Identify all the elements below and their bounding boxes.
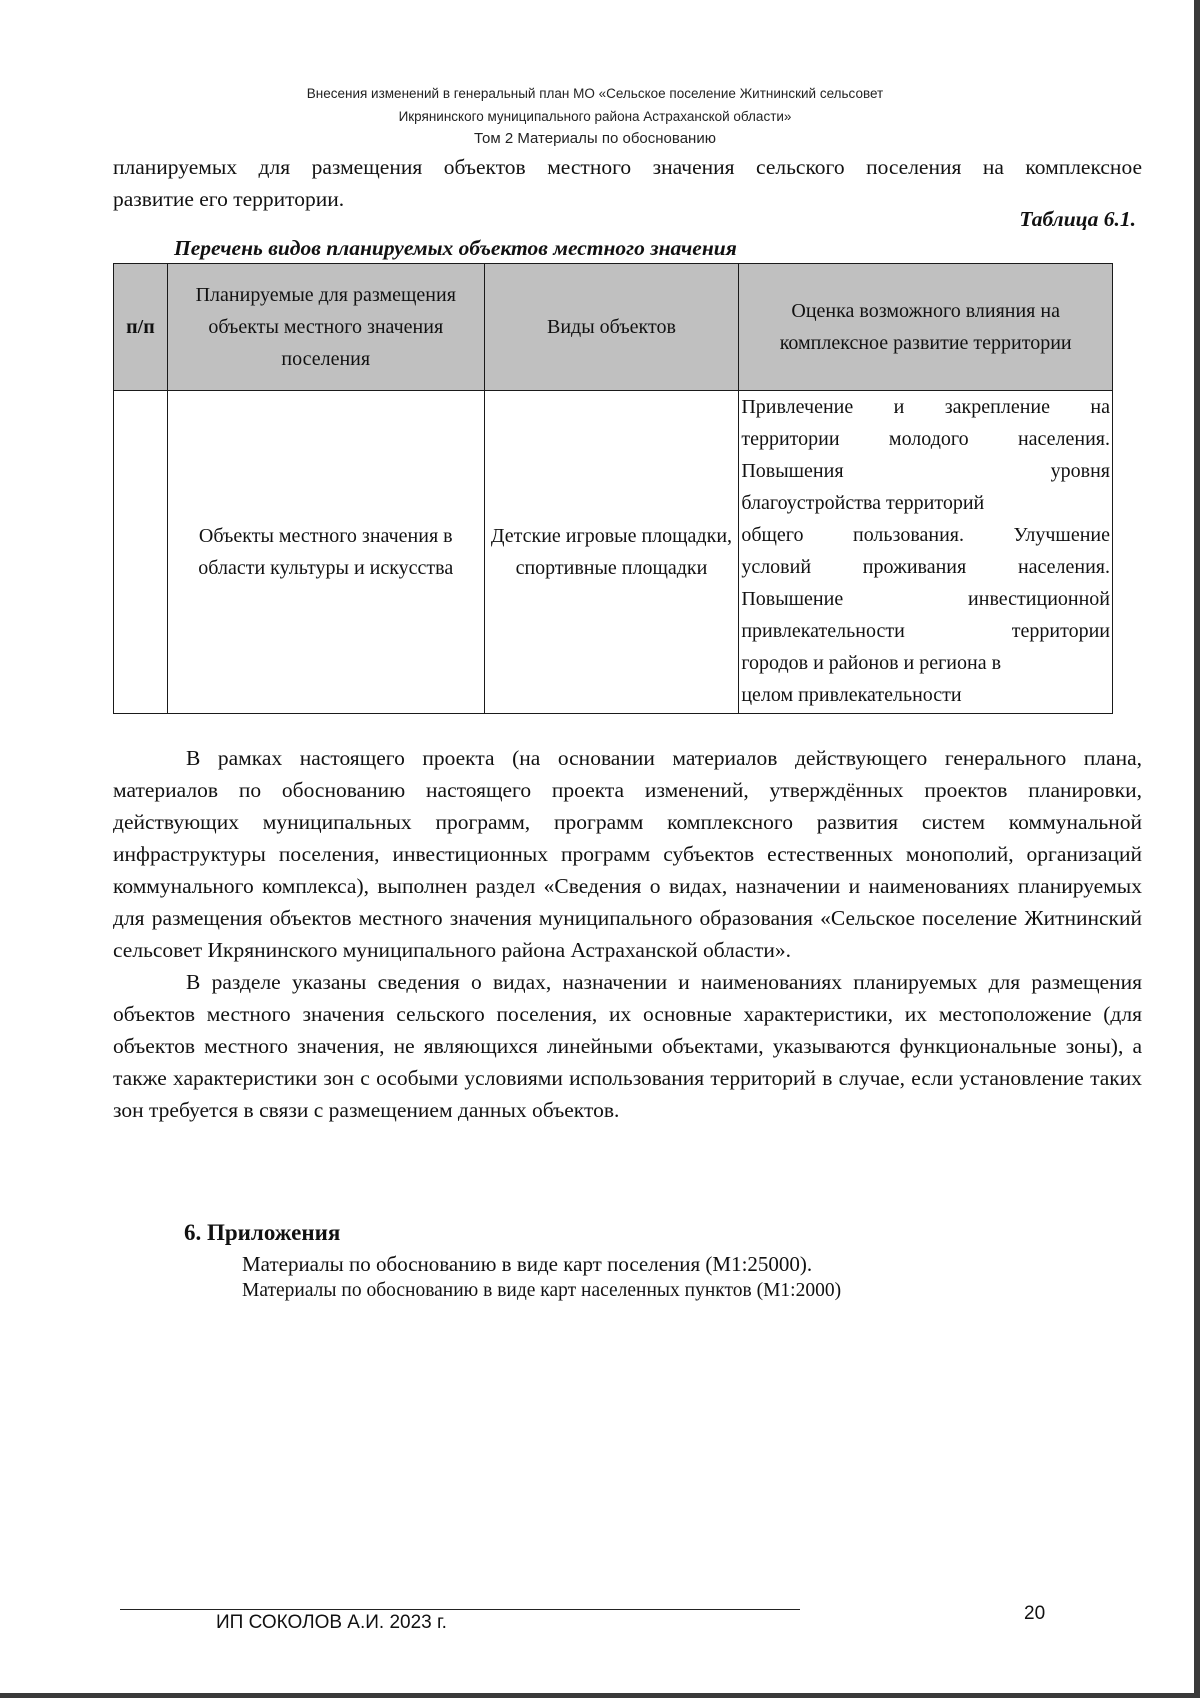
impact-line: Привлечение и закрепление на	[741, 396, 1110, 418]
table-header-row	[114, 264, 1113, 391]
table-title: Перечень видов планируемых объектов местного значения	[174, 236, 737, 260]
impact-line: привлекательности территории	[741, 620, 1110, 642]
impact-line: целом привлекательности	[741, 684, 962, 706]
cell-types: Детские игровые площадки, спортивные площадки	[484, 391, 739, 714]
header-cell-impact: Оценка возможного влияния на комплексное развитие территории	[739, 264, 1113, 391]
impact-line: территории молодого населения.	[741, 428, 1110, 450]
header-cell-objects: Планируемые для размещения объекты местного значения поселения	[167, 264, 484, 391]
objects-table	[113, 263, 1113, 714]
paragraph-1: В рамках настоящего проекта (на основании материалов действующего генерального плана, материалов по обоснованию настоящего проекта изменений, утверждённых проектов планировки, действующих муниципальных программ, программ комплексного развития систем коммунальной инфраструктуры поселения, инвестиционных программ субъектов естественных монополий, организаций коммунального комплекса), выполнен раздел «Сведения о видах, назначении и наименованиях планируемых для размещения объектов местного значения муниципального образования «Сельское поселение Житнинский сельсовет Икрянинского муниципального района Астраханской области».	[113, 746, 1142, 962]
impact-line: Повышение инвестиционной	[741, 588, 1110, 610]
running-header-line-2: Икрянинского муниципального района Астраханской области»	[398, 109, 792, 124]
impact-line: общего пользования. Улучшение	[741, 524, 1110, 546]
paragraph-2: В разделе указаны сведения о видах, назначении и наименованиях планируемых для размещения объектов местного значения сельского поселения, их основные характеристики, их местоположение (для объектов местного значения, не являющихся линейными объектами, указываются функциональные зоны), а также характеристики зон с особыми условиями использования территорий в случае, если установление таких зон требуется в связи с размещением данных объектов.	[113, 970, 1142, 1122]
cell-objects: Объекты местного значения в области культуры и искусства	[167, 391, 484, 714]
impact-line: благоустройства территорий	[741, 492, 985, 514]
intro-text	[113, 151, 1142, 215]
intro-line-1: планируемых для размещения объектов местного значения сельского поселения на комплексное	[113, 155, 1142, 179]
header-cell-number: п/п	[114, 264, 168, 391]
impact-line: городов и районов и региона в	[741, 652, 1002, 674]
intro-line-2: развитие его территории.	[113, 187, 345, 211]
appendix-item-1: Материалы по обоснованию в виде карт поселения (М1:25000).	[242, 1252, 813, 1276]
cell-impact	[739, 391, 1113, 714]
cell-number	[114, 391, 168, 714]
table-number: Таблица 6.1.	[1019, 207, 1136, 231]
appendix-item-2: Материалы по обоснованию в виде карт населенных пунктов (М1:2000)	[242, 1280, 842, 1301]
page-number: 20	[1024, 1603, 1046, 1624]
header-cell-types: Виды объектов	[484, 264, 739, 391]
footer-rule	[120, 1609, 800, 1610]
body-paragraphs	[113, 742, 1142, 1126]
table-row	[114, 391, 1113, 714]
footer-author: ИП СОКОЛОВ А.И. 2023 г.	[216, 1612, 447, 1633]
impact-line: условий проживания населения.	[741, 556, 1110, 578]
running-header-line-1: Внесения изменений в генеральный план МО «Сельское поселение Житнинский сельсовет	[306, 86, 884, 101]
running-header-volume: Том 2 Материалы по обоснованию	[474, 130, 716, 147]
section-title: 6. Приложения	[184, 1220, 341, 1245]
impact-line: Повышения уровня	[741, 460, 1110, 482]
